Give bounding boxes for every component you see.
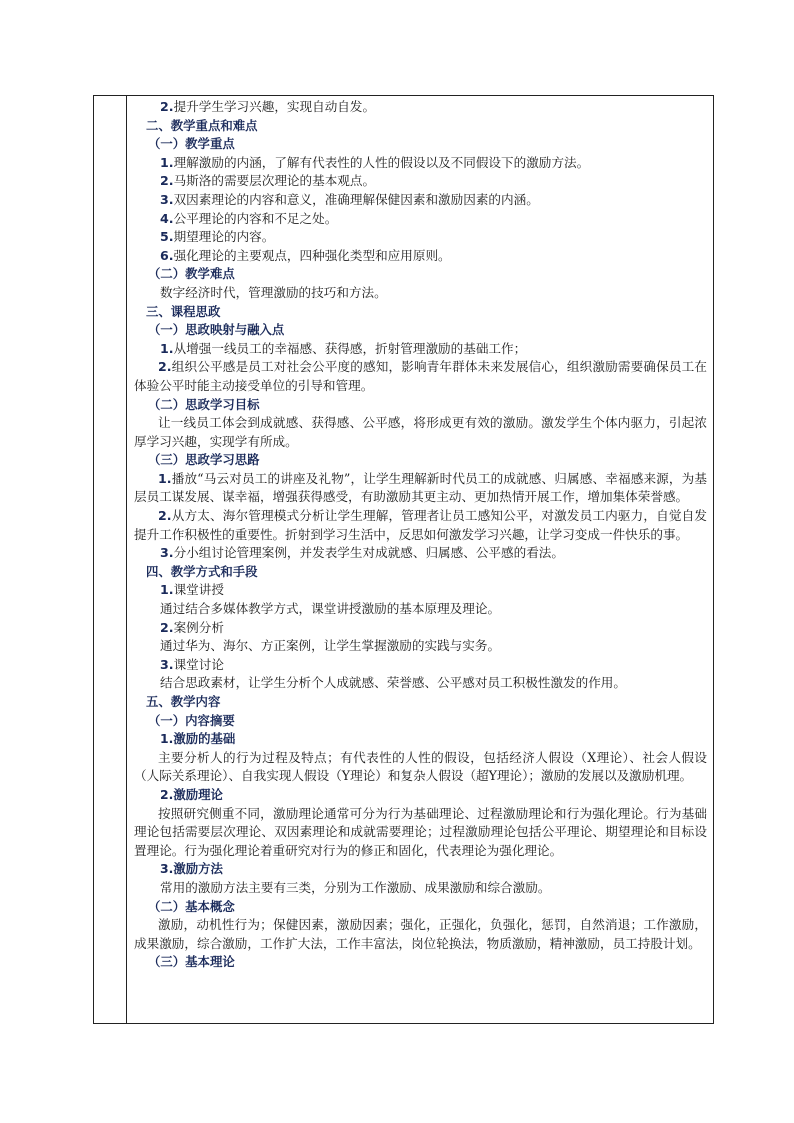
- paragraph: 结合思政素材，让学生分析个人成就感、荣誉感、公平感对员工积极性激发的作用。: [160, 675, 626, 691]
- item-number: 2.: [158, 359, 172, 375]
- item-number: 2.: [160, 786, 174, 802]
- list-item: [134, 247, 707, 266]
- item-number: 2.: [160, 619, 174, 635]
- item-number: 3.: [160, 191, 174, 207]
- item-text: 双因素理论的内容和意义，准确理解保健因素和激励因素的内涵。: [173, 191, 539, 207]
- subsection-heading: （二）思政学习目标: [148, 396, 260, 412]
- list-item: [134, 470, 707, 507]
- item-number: 1.: [160, 154, 174, 170]
- list-item: [134, 507, 707, 544]
- paragraph: 激励，动机性行为；保健因素，激励因素；强化，正强化，负强化，惩罚，自然消退；工作激励，成果激励，综合激励，工作扩大法，工作丰富法，岗位轮换法，物质激励，精神激励，员工持股计划。: [134, 917, 707, 951]
- item-number: 5.: [160, 229, 174, 245]
- item-text: 课堂讨论: [173, 656, 224, 672]
- item-text: 分小组讨论管理案例，并发表学生对成就感、归属感、公平感的看法。: [173, 545, 564, 561]
- list-item: [134, 340, 707, 359]
- paragraph: 主要分析人的行为过程及特点；有代表性的人性的假设，包括经济人假设（X理论）、社会人假设（人际关系理论）、自我实现人假设（Y理论）和复杂人假设（超Y理论）；激励的发展以及激励机理。: [134, 749, 707, 784]
- item-number: 2.: [160, 173, 174, 189]
- list-item: [134, 210, 707, 229]
- subheading: [134, 786, 707, 805]
- list-item: [134, 358, 707, 395]
- list-item: [134, 154, 707, 173]
- item-number: 3.: [160, 656, 174, 672]
- table-left-column: [94, 96, 127, 1023]
- subheading: [134, 730, 707, 749]
- paragraph: 按照研究侧重不同，激励理论通常可分为行为基础理论、过程激励理论和行为强化理论。行为基础理论包括需要层次理论、双因素理论和成就需要理论；过程激励理论包括公平理论、期望理论和目标设置理论。行为强化理论着重研究对行为的修正和固化，代表理论为强化理论。: [134, 805, 707, 858]
- item-text: 公平理论的内容和不足之处。: [173, 210, 338, 226]
- list-item: [134, 544, 707, 563]
- item-text: 提升学生学习兴趣，实现自动自发。: [173, 99, 376, 114]
- item-text: 理解激励的内涵，了解有代表性的人性的假设以及不同假设下的激励方法。: [173, 154, 590, 170]
- subsection-heading: （一）教学重点: [148, 136, 235, 152]
- list-item: [134, 228, 707, 247]
- item-text: 马斯洛的需要层次理论的基本观点。: [173, 173, 376, 189]
- item-number: 1.: [160, 340, 174, 356]
- list-item: [134, 98, 707, 117]
- list-item: [134, 656, 707, 675]
- item-number: 6.: [160, 247, 174, 263]
- item-text: 激励理论: [173, 786, 223, 802]
- list-item: [134, 619, 707, 638]
- section-heading: 五、教学内容: [146, 694, 221, 709]
- item-text: 案例分析: [173, 619, 224, 635]
- item-text: 激励的基础: [173, 731, 236, 747]
- item-text: 从增强一线员工的幸福感、获得感，折射管理激励的基础工作；: [173, 340, 527, 356]
- item-text: 课堂讲授: [173, 582, 224, 598]
- paragraph: 通过华为、海尔、方正案例，让学生掌握激励的实践与实务。: [160, 638, 501, 654]
- subsection-heading: （三）思政学习思路: [148, 452, 260, 468]
- paragraph: 让一线员工体会到成就感、获得感、公平感，将形成更有效的激励。激发学生个体内驱力，引起浓厚学习兴趣，实现学有所成。: [134, 415, 707, 449]
- paragraph: 常用的激励方法主要有三类，分别为工作激励、成果激励和综合激励。: [160, 879, 551, 895]
- item-number: 1.: [160, 731, 174, 747]
- item-number: 2.: [160, 99, 174, 114]
- item-text: 播放“马云对员工的讲座及礼物”，让学生理解新时代员工的成就感、归属感、幸福感来源，为基层员工谋发展、谋幸福，增强获得感受，有助激励其更主动、更加热情开展工作，增加集体荣誉感。: [134, 470, 707, 505]
- document-table: [93, 95, 714, 1024]
- item-number: 2.: [158, 508, 172, 524]
- list-item: [134, 172, 707, 191]
- table-content-cell: [128, 98, 707, 1023]
- item-number: 1.: [158, 470, 172, 486]
- section-heading: 二、教学重点和难点: [146, 117, 258, 133]
- item-number: 3.: [160, 545, 174, 561]
- item-number: 3.: [160, 861, 174, 877]
- subsection-heading: （二）教学难点: [148, 266, 235, 282]
- item-text: 期望理论的内容。: [173, 229, 275, 245]
- list-item: [134, 581, 707, 600]
- item-text: 组织公平感是员工对社会公平度的感知，影响青年群体未来发展信心，组织激励需要确保员工在体验公平时能主动接受单位的引导和管理。: [134, 359, 707, 393]
- list-item: [134, 191, 707, 210]
- item-text: 从方太、海尔管理模式分析让学生理解，管理者让员工感知公平，对激发员工内驱力，自觉自发提升工作积极性的重要性。折射到学习生活中，反思如何激发学习兴趣，让学习变成一件快乐的事。: [134, 508, 707, 542]
- subsection-heading: （一）内容摘要: [148, 712, 235, 728]
- item-number: 1.: [160, 582, 174, 598]
- section-heading: 四、教学方式和手段: [146, 563, 258, 579]
- subsection-heading: （三）基本理论: [148, 954, 235, 970]
- section-heading: 三、课程思政: [146, 303, 221, 319]
- subsection-heading: （二）基本概念: [148, 898, 235, 914]
- subsection-heading: （一）思政映射与融入点: [148, 322, 285, 338]
- paragraph: 通过结合多媒体教学方式，课堂讲授激励的基本原理及理论。: [160, 601, 501, 617]
- paragraph: 数字经济时代，管理激励的技巧和方法。: [160, 284, 387, 300]
- item-number: 4.: [160, 210, 174, 226]
- item-text: 强化理论的主要观点，四种强化类型和应用原则。: [173, 247, 451, 263]
- subheading: [134, 860, 707, 879]
- item-text: 激励方法: [173, 861, 223, 877]
